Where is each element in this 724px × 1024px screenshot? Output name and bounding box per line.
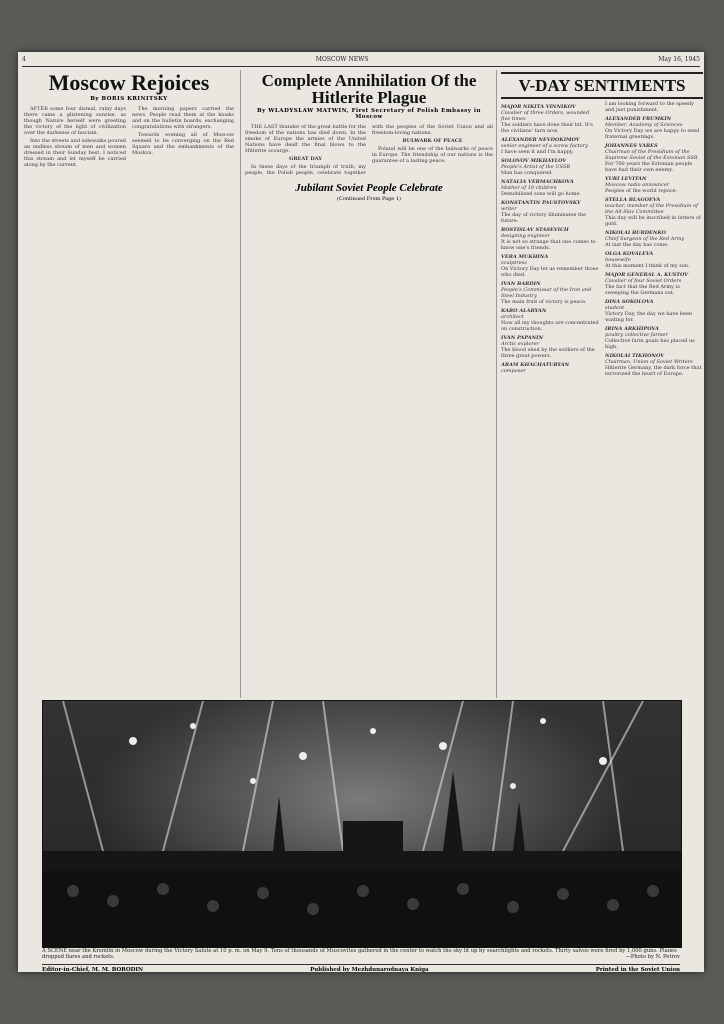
sentiment-quote: Now all my thoughts are concentrated on construction.	[501, 320, 599, 332]
sentiment-name: ALEXANDER NEVDOKIMOV	[501, 137, 580, 143]
sentiment-entry	[501, 179, 599, 197]
printed-line: Printed in the Soviet Union	[595, 967, 680, 973]
sentiment-quote: Collective farm goals has placed us high.	[605, 338, 695, 350]
sentiment-name: JOHANNES VARES	[605, 143, 658, 149]
sentiment-role: Cavalier of four Soviet Orders	[605, 278, 682, 284]
sentiment-role: Chief Surgeon of the Red Army	[605, 236, 685, 242]
paragraph: Towards evening all of Moscow seemed to be converging on the Red Square and the embankments of the Moskva.	[132, 132, 234, 156]
sentiment-name: OLGA KOVALEVA	[605, 251, 654, 257]
sentiment-entry	[501, 200, 599, 224]
sentiment-role: People's Commissar of the Iron and Steel Industry	[501, 287, 592, 299]
sentiment-role: poultry collective farmer	[605, 332, 668, 338]
sentiment-name: NIKOLAI TIKHONOV	[605, 353, 665, 359]
sentiment-name: MAJOR NIKITA VINNIKOV	[501, 104, 576, 110]
sentiment-quote: At this moment I think of my son.	[605, 263, 690, 269]
sentiment-entry	[501, 254, 599, 278]
sentiment-name: ARAM KHACHATURYAN	[501, 362, 570, 368]
sentiment-quote: Hitlerite Germany, the dark force that terrorized the heart of Europe.	[605, 365, 702, 377]
sentiment-role: Member, Academy of Sciences	[605, 122, 683, 128]
sentiment-name: NATALIA VERMACHKOVA	[501, 179, 574, 185]
sentiment-entry	[501, 104, 599, 134]
sentiment-quote: I am looking forward to the speedy and just punishment.	[605, 101, 694, 113]
sentiment-quote: The day of victory illuminates the future.	[501, 212, 587, 224]
sentiment-name: ROSTISLAV STASEVICH	[501, 227, 569, 233]
sentiment-entry	[605, 116, 703, 140]
editor-line: Editor-in-Chief, M. M. BORODIN	[42, 967, 144, 973]
sentiment-entry	[605, 353, 703, 377]
paragraph: Poland will be one of the bulwarks of peace in Europe. The friendship of our nations is the guarantee of a lasting peace.	[372, 146, 493, 164]
sentiment-entry	[605, 197, 703, 227]
sentiment-name: DINA SOKOLOVA	[605, 299, 654, 305]
article-body	[245, 124, 493, 176]
article-byline: By BORIS KRINITSKY	[90, 96, 168, 102]
sentiment-name: KARO ALABYAN	[501, 308, 547, 314]
paragraph: THE LAST thunder of the great battle for the freedom of the nations has died down. In the smoke of Europe the armies of the United Nations have dealt the final blows to the Hitlerite scourge.	[245, 124, 366, 154]
photo-credit: —Photo by N. Petrov	[625, 954, 680, 960]
article-moscow-rejoices	[24, 70, 234, 698]
sentiment-name: IVAN BARDIN	[501, 281, 541, 287]
sentiment-quote: This day will be inscribed in letters of gold.	[605, 215, 701, 227]
sentiment-role: writer	[501, 206, 517, 212]
photo-illustration	[43, 701, 681, 947]
sentiment-entry	[605, 299, 703, 323]
sentiment-role: architect	[501, 314, 524, 320]
sentiment-role: designing engineer	[501, 233, 550, 239]
sentiment-role: student	[605, 305, 625, 311]
sentiment-quote: Peoples of the world rejoice.	[605, 188, 678, 194]
sentiment-quote: Man has conquered.	[501, 170, 553, 176]
newspaper-page	[18, 52, 704, 972]
sentiment-name: KONSTANTIN PAUSTOVSKY	[501, 200, 581, 206]
sentiment-quote: For 700 years the Estonian people have had their own enemy.	[605, 161, 693, 173]
sentiment-role: composer	[501, 368, 526, 374]
article-annihilation	[240, 70, 493, 698]
publisher-line: Published by Mezhdunarodnaya Kniga	[310, 967, 429, 973]
sentiment-quote: It is not so strange that one comes to know one's friends.	[501, 239, 596, 251]
sentiment-entry	[605, 176, 703, 194]
sentiment-name: SOLOVOV MIKHAYLOV	[501, 158, 567, 164]
sentiment-name: NIKOLAI BURDENKO	[605, 230, 666, 236]
sentiment-quote: The main fruit of victory is peace.	[501, 299, 587, 305]
continued-note: (Continued From Page 1)	[336, 196, 401, 202]
sentiment-role: sculptress	[501, 260, 527, 266]
sentiment-role: Arctic explorer	[501, 341, 540, 347]
sentiment-entry	[605, 272, 703, 296]
sentiment-name: VERA MUKHINA	[501, 254, 549, 260]
sentiment-quote: Demobilized sons will go home.	[501, 191, 582, 197]
sentiment-entry	[501, 158, 599, 176]
sentiment-entry	[605, 230, 703, 248]
sentiment-name: IRINA ARKHIPOVA	[605, 326, 659, 332]
article-headline: Complete Annihilation Of the Hitlerite Plague	[261, 71, 477, 107]
sentiment-entry	[605, 326, 703, 350]
sentiment-quote: On Victory Day we are happy to send fraternal greetings.	[605, 128, 700, 140]
sentiment-quote: On Victory Day let us remember those who died.	[501, 266, 599, 278]
sentiment-quote: Victory Day, the day we have been waiting for.	[605, 311, 693, 323]
paragraph: Into the streets and sidewalks poured an endless stream of men and women dressed in their Sunday best. I noticed this stream and let myself be carried along by the current.	[24, 138, 126, 168]
victory-salute-photo	[42, 700, 682, 948]
sentiment-entry	[501, 137, 599, 155]
sentiment-role: Moscow radio announcer	[605, 182, 670, 188]
article-headline: Moscow Rejoices	[48, 70, 210, 95]
sentiment-quote: The soldiers have done their bit. It's the civilians' turn now.	[501, 122, 593, 134]
sentiment-entry	[605, 251, 703, 269]
section-heading: GREAT DAY	[289, 156, 322, 162]
masthead	[22, 56, 700, 67]
sentiment-entry	[501, 281, 599, 305]
page-footer	[42, 964, 680, 973]
sentiment-name: YURI LEVITAN	[605, 176, 647, 182]
sentiment-role: senior engineer of a screw factory	[501, 143, 588, 149]
page-number: 4	[22, 56, 26, 63]
sentiment-entry	[501, 308, 599, 332]
vday-sentiments	[496, 70, 703, 698]
sentiment-role: housewife	[605, 257, 631, 263]
sentiment-quote: At last the day has come.	[605, 242, 669, 248]
sentiment-name: ALEXANDER FRUMKIN	[605, 116, 672, 122]
sentiment-quote: The blood shed by the soldiers of the three great powers.	[501, 347, 595, 359]
sentiment-name: STELLA BLAGOEVA	[605, 197, 661, 203]
photo-caption	[42, 948, 680, 960]
paragraph: The morning papers carried the news. People read them at the kiosks and on the bulletin boards, exchanging congratulations with strangers.	[132, 106, 234, 130]
sentiment-entry	[501, 227, 599, 251]
article-body	[24, 106, 234, 168]
caption-text: A SCENE near the Kremlin in Moscow during the Victory Salute at 10 p. m. on May 9. Tens of thousands of Muscovites gathered in the center to watch the sky lit up by searchlights and rockets. Thirty salvos were fired by 1,000 guns. Planes dropped flares and rockets.	[42, 948, 677, 960]
sentiment-role: People's Artist of the USSR	[501, 164, 571, 170]
sentiment-role: Mother of 10 children	[501, 185, 557, 191]
sub-headline: Jubilant Soviet People Celebrate	[295, 182, 443, 194]
paragraph: In these days of the triumph of truth, my people, the Polish people, celebrate together with the peoples of the Soviet Union and all freedom-loving nations.	[245, 124, 493, 176]
sentiment-role: teacher, member of the Presidium of the All-Slav Committee	[605, 203, 698, 215]
sentiment-role: Cavalier of three Orders, wounded five times	[501, 110, 590, 122]
sentiment-entry	[501, 335, 599, 359]
sentiment-entry	[605, 143, 703, 173]
article-byline: By WLADYSLAW MATWIN, First Secretary of Polish Embassy in Moscow	[257, 108, 481, 120]
paragraph: AFTER some four dismal, rainy days there came a glistening sunrise, as though Nature herself were greeting the victory of the light of civilization over the darkness of fascism.	[24, 106, 126, 136]
sentiment-role: Chairman, Union of Soviet Writers	[605, 359, 693, 365]
issue-date: May 16, 1945	[658, 56, 700, 63]
section-heading: BULWARK OF PEACE	[402, 138, 463, 144]
sentiment-name: IVAN PAPANIN	[501, 335, 544, 341]
sentiments-list	[501, 101, 703, 377]
sentiment-name: MAJOR GENERAL A. KUSTOV	[605, 272, 689, 278]
sentiment-quote: I have seen it and I'm happy.	[501, 149, 574, 155]
sentiments-header: V-DAY SENTIMENTS	[501, 72, 703, 99]
paper-title: MOSCOW NEWS	[315, 56, 369, 63]
sentiment-role: Chairman of the Presidium of the Supreme Soviet of the Estonian SSR	[605, 149, 698, 161]
sentiment-quote: The fact that the Red Army is sweeping the Germans out.	[605, 284, 680, 296]
